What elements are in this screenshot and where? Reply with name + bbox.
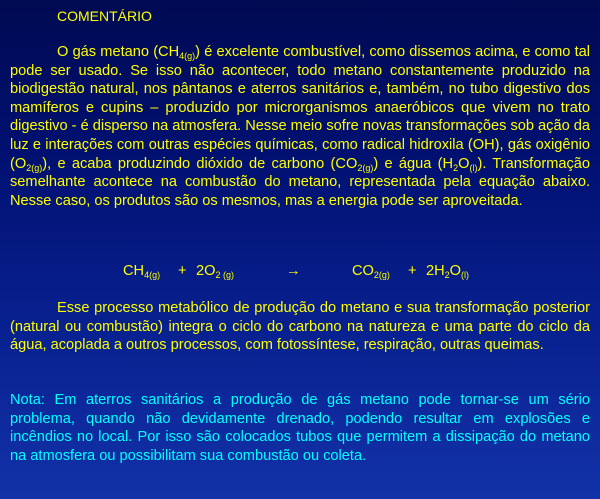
reactant-oxygen: $2O_{2 (g)}$ — [196, 263, 234, 280]
p2-text: Esse processo metabólico de produção do metano e sua transformação posterior (natural ou combustão) integra o ciclo do carbono na natureza e uma parte do ciclo da água, acoplada a outros processos, com fotossíntese, respiração, outras queimas. — [10, 300, 590, 354]
product-carbon-dioxide: $CO_{2(g)}$ — [352, 263, 390, 280]
p1-text-4: ) e água (H — [373, 155, 454, 172]
plus-sign-2: + — [408, 263, 417, 279]
note-paragraph: Nota: Em aterros sanitários a produção de gás metano pode tornar-se um sério problema, quando não devidamente drenado, podendo resultar em explosões e incêndios no local. Por isso são colocados tubos que permitem a dissipação do metano na atmosfera ou possibilitam sua combustão ou coleta. — [10, 392, 590, 464]
p1-text-2: ) é excelente combustível, como dissemos acima, e como tal pode ser usado. Se isso não acontecer, todo metano constantemente produzido na biodigestão natural, nos pântanos e aterros sanitários e, também, no tubo digestivo dos mamíferos e cupins – produzido por microrganismos anaeróbicos que vivem no trato digestivo - é disperso na atmosfera. Nesse meio sofre novas transformações sob ação da luz e interações com outras espécies químicas, como radical hidroxila (OH), gás oxigênio (O — [10, 44, 590, 172]
reaction-arrow-icon: → — [286, 263, 301, 279]
p1-sub-3: 2(g) — [357, 162, 374, 173]
p1-sub-1: 4(g) — [179, 51, 196, 61]
p1-text-3: ), e acaba produzindo dióxido de carbono (CO — [42, 155, 358, 172]
comment-heading: COMENTÁRIO — [57, 8, 152, 24]
p1-text-5: O — [458, 155, 470, 172]
p1-text-6: ). Transformação semelhante acontece na combustão do metano, representada pela equação abaixo. Nesse caso, os produtos são os mesmos, mas a energia pode ser aproveitada. — [10, 155, 590, 209]
product-water: $2H_2O_{(l)}$ — [426, 263, 470, 280]
p1-sub-2: 2(g) — [26, 162, 43, 173]
p1-text-1: O gás metano (CH — [57, 44, 180, 60]
paragraph-methane — [10, 43, 590, 210]
p1-sub-4: 2 — [453, 162, 459, 173]
plus-sign-1: + — [178, 263, 187, 279]
p1-sub-5: (l) — [469, 162, 478, 173]
reactant-methane: $CH_{4(g)}$ — [123, 263, 161, 280]
paragraph-carbon-cycle — [10, 299, 590, 355]
